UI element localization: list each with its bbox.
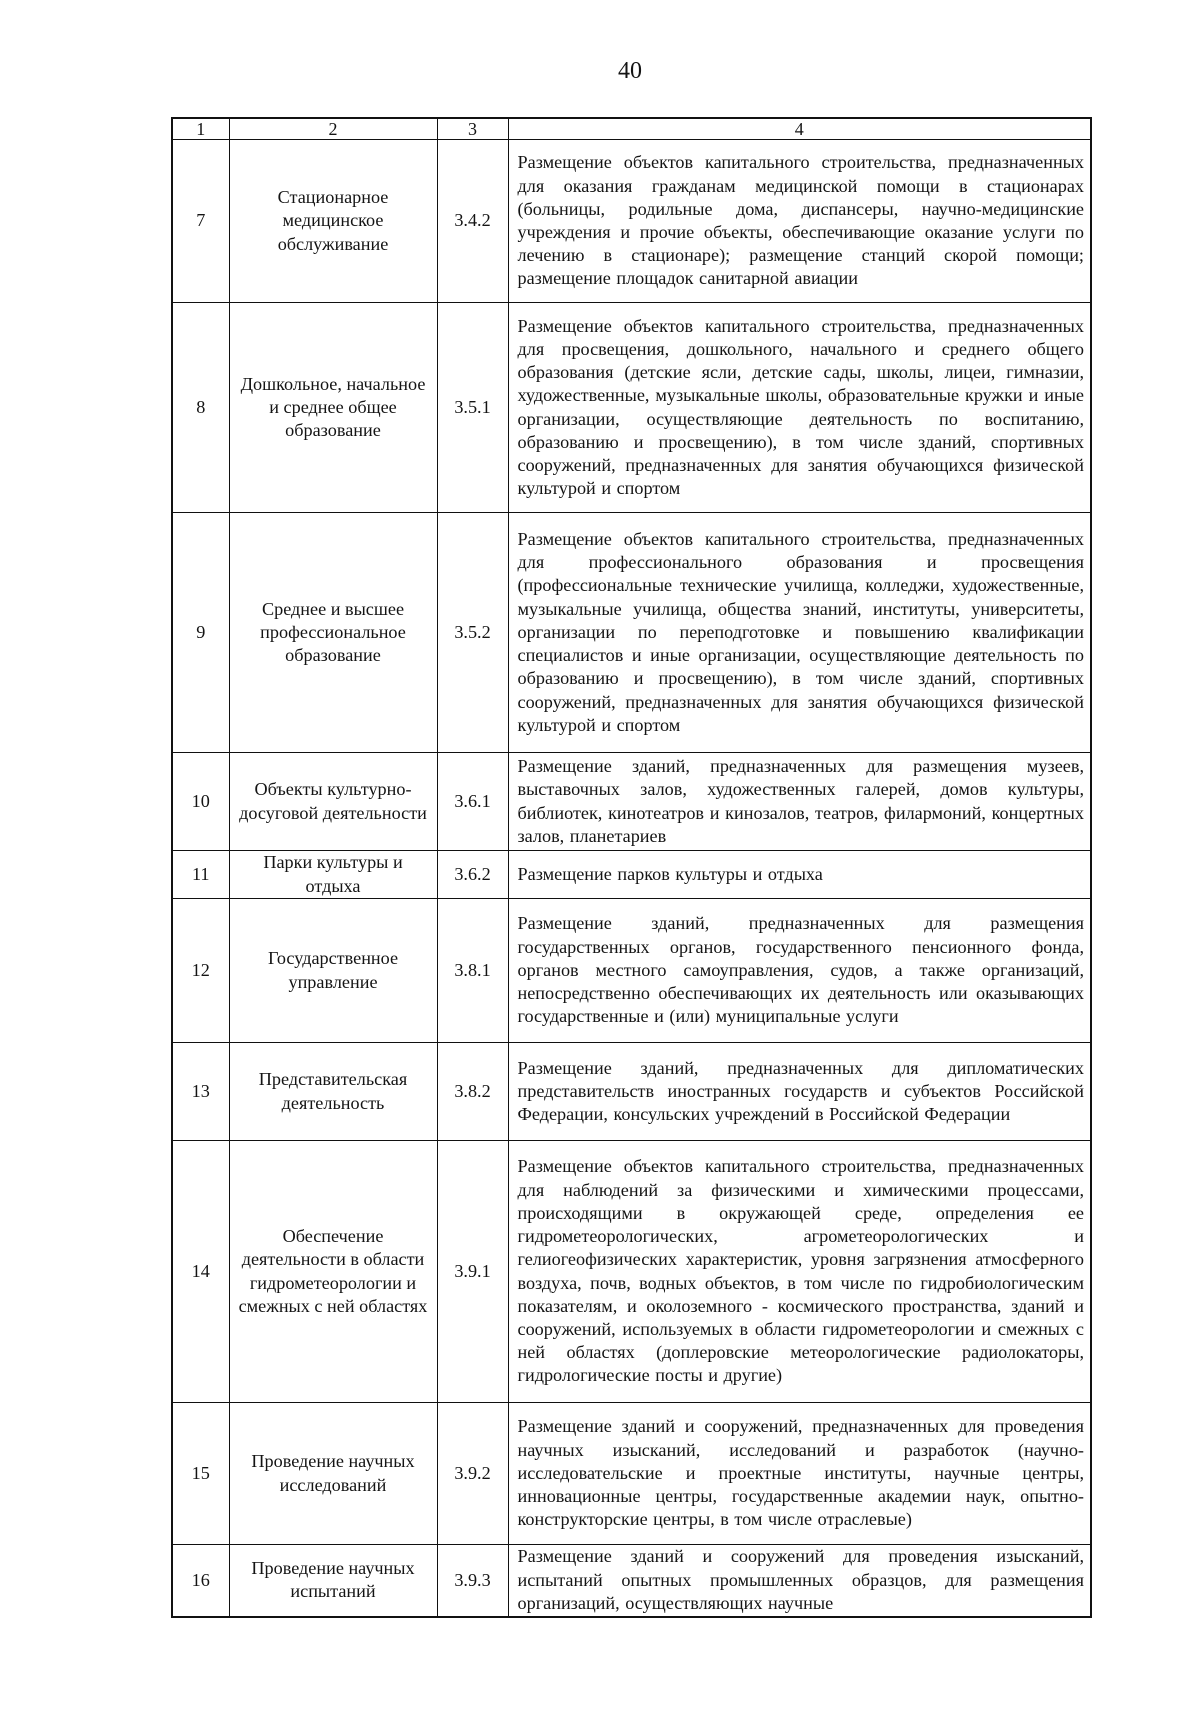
row-description: Размещение объектов капитального строительства, предназначенных для оказания гражданам медицинской помощи в стационарах (больницы, родильные дома, диспансеры, научно-медицинские учреждения и прочие объекты, обеспечивающие оказание услуги по лечению в стационаре); размещение станций скорой помощи; размещение площадок санитарной авиации [508,140,1091,303]
row-description: Размещение зданий и сооружений, предназначенных для проведения научных изысканий, исследований и разработок (научно-исследовательские и проектные институты, научные центры, инновационные центры, государственные академии наук, опытно-конструкторские центры, в том числе отраслевые) [508,1403,1091,1545]
row-number: 14 [172,1141,229,1403]
row-number: 12 [172,899,229,1043]
row-code: 3.8.1 [437,899,508,1043]
row-name: Представительская деятельность [229,1043,437,1141]
row-name: Проведение научных исследований [229,1403,437,1545]
row-description: Размещение объектов капитального строительства, предназначенных для профессионального образования и просвещения (профессиональные технические училища, колледжи, художественные, музыкальные училища, общества знаний, институты, университеты, организации по переподготовке и повышению квалификации специалистов и иные организации, осуществляющие деятельность по образованию и просвещению), в том числе зданий, спортивных сооружений, предназначенных для занятия обучающихся физической культурой и спортом [508,513,1091,753]
row-code: 3.4.2 [437,140,508,303]
row-code: 3.9.3 [437,1545,508,1617]
row-code: 3.6.1 [437,753,508,851]
row-number: 10 [172,753,229,851]
row-code: 3.6.2 [437,851,508,899]
table-header-row [172,118,1091,140]
land-use-table [171,117,1092,1618]
row-code: 3.5.2 [437,513,508,753]
row-description: Размещение зданий, предназначенных для дипломатических представительств иностранных государств и субъектов Российской Федерации, консульских учреждений в Российской Федерации [508,1043,1091,1141]
table-row [172,851,1091,899]
row-code: 3.9.2 [437,1403,508,1545]
page-number: 40 [618,58,642,84]
row-description: Размещение объектов капитального строительства, предназначенных для просвещения, дошкольного, начального и среднего общего образования (детские ясли, детские сады, школы, лицеи, гимназии, художественные, музыкальные школы, образовательные кружки и иные организации, осуществляющие деятельность по воспитанию, образованию и просвещению), в том числе зданий, спортивных сооружений, предназначенных для занятия обучающихся физической культурой и спортом [508,303,1091,513]
row-code: 3.8.2 [437,1043,508,1141]
row-code: 3.5.1 [437,303,508,513]
table-row [172,1141,1091,1403]
row-name: Парки культуры и отдыха [229,851,437,899]
row-number: 7 [172,140,229,303]
row-description: Размещение парков культуры и отдыха [508,851,1091,899]
row-description: Размещение зданий, предназначенных для размещения государственных органов, государственного пенсионного фонда, органов местного самоуправления, судов, а также организаций, непосредственно обеспечивающих их деятельность или оказывающих государственные и (или) муниципальные услуги [508,899,1091,1043]
header-col-4: 4 [508,118,1091,140]
row-description: Размещение объектов капитального строительства, предназначенных для наблюдений за физическими и химическими процессами, происходящими в окружающей среде, определения ее гидрометеорологических, агрометеорологических и гелиогеофизических характеристик, уровня загрязнения атмосферного воздуха, почв, водных объектов, в том числе по гидробиологическим показателям, и околоземного - космического пространства, зданий и сооружений, используемых в области гидрометеорологии и смежных с ней областях (доплеровские метеорологические радиолокаторы, гидрологические посты и другие) [508,1141,1091,1403]
row-number: 8 [172,303,229,513]
row-name: Дошкольное, начальное и среднее общее образование [229,303,437,513]
row-number: 9 [172,513,229,753]
row-code: 3.9.1 [437,1141,508,1403]
table-row [172,513,1091,753]
land-use-table-wrapper [171,117,1090,1618]
row-number: 16 [172,1545,229,1617]
row-number: 15 [172,1403,229,1545]
row-number: 11 [172,851,229,899]
row-name: Проведение научных испытаний [229,1545,437,1617]
table-row [172,140,1091,303]
row-description: Размещение зданий, предназначенных для размещения музеев, выставочных залов, художественных галерей, домов культуры, библиотек, кинотеатров и кинозалов, театров, филармоний, концертных залов, планетариев [508,753,1091,851]
table-row [172,1403,1091,1545]
row-name: Среднее и высшее профессиональное образование [229,513,437,753]
table-row [172,753,1091,851]
header-col-3: 3 [437,118,508,140]
table-row [172,1545,1091,1617]
table-row [172,899,1091,1043]
row-name: Государственное управление [229,899,437,1043]
row-number: 13 [172,1043,229,1141]
row-name: Обеспечение деятельности в области гидрометеорологии и смежных с ней областях [229,1141,437,1403]
header-col-2: 2 [229,118,437,140]
table-row [172,303,1091,513]
table-row [172,1043,1091,1141]
row-name: Стационарное медицинское обслуживание [229,140,437,303]
header-col-1: 1 [172,118,229,140]
row-description: Размещение зданий и сооружений для проведения изысканий, испытаний опытных промышленных образцов, для размещения организаций, осуществляющих научные [508,1545,1091,1617]
row-name: Объекты культурно-досуговой деятельности [229,753,437,851]
